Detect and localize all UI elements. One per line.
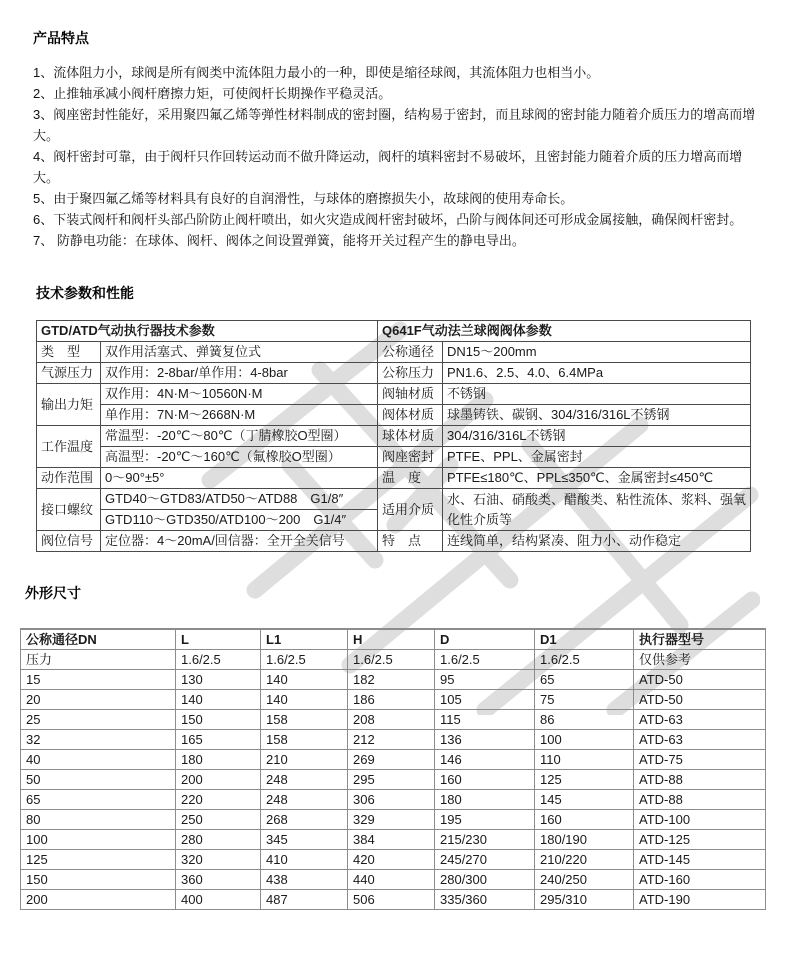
row-label: 阀位信号 (37, 531, 101, 552)
feature-item: 4、阀杆密封可靠，由于阀杆只作回转运动而不做升降运动，阀杆的填料密封不易破坏，且密封能力随着介质的压力增高而增大。 (33, 149, 743, 185)
table-cell: 100 (21, 830, 176, 850)
table-cell: 329 (348, 810, 435, 830)
table-cell: 110 (535, 750, 634, 770)
table-cell: 125 (21, 850, 176, 870)
dimensions-table-body (21, 650, 766, 910)
table-cell: PN1.6、2.5、4.0、6.4MPa (443, 363, 751, 384)
row-label: 公称通径 (378, 342, 443, 363)
dimensions-table-head (21, 629, 766, 650)
table-cell: 球墨铸铁、碳钢、304/316/316L不锈钢 (443, 405, 751, 426)
dims-heading: 外形尺寸 (25, 585, 81, 601)
table-cell: 165 (176, 730, 261, 750)
table-cell: 水、石油、硝酸类、醋酸类、粘性流体、浆料、强氧化性介质等 (443, 489, 751, 531)
table-cell: 248 (261, 770, 348, 790)
tech-params-table (36, 320, 751, 552)
table-cell: 420 (348, 850, 435, 870)
feature-item: 3、阀座密封性能好，采用聚四氟乙烯等弹性材料制成的密封圈，结构易于密封，而且球阀的密封能力随着介质压力的增高而增大。 (33, 107, 756, 143)
table-cell: 180/190 (535, 830, 634, 850)
table-cell: 158 (261, 730, 348, 750)
features-heading: 产品特点 (33, 30, 89, 46)
table-row (37, 363, 751, 384)
table-cell: 常温型：-20℃～80℃（丁腈橡胶O型圈） (101, 426, 378, 447)
column-header: D1 (535, 629, 634, 650)
table-cell: 50 (21, 770, 176, 790)
table-cell: ATD-88 (634, 790, 766, 810)
table-cell: 75 (535, 690, 634, 710)
table-cell: 146 (435, 750, 535, 770)
table-cell: 360 (176, 870, 261, 890)
feature-item: 2、止推轴承减小阀杆磨擦力矩，可使阀杆长期操作平稳灵活。 (33, 86, 392, 101)
table-row (37, 531, 751, 552)
table-cell: 105 (435, 690, 535, 710)
column-header: D (435, 629, 535, 650)
table-cell: DN15～200mm (443, 342, 751, 363)
row-label: 公称压力 (378, 363, 443, 384)
row-label: 阀座密封 (378, 447, 443, 468)
table-row (21, 710, 766, 730)
table-row (37, 447, 751, 468)
table-row (21, 850, 766, 870)
table-row (37, 489, 751, 510)
table-cell: 80 (21, 810, 176, 830)
tech-table-header-left: GTD/ATD气动执行器技术参数 (37, 321, 378, 342)
table-cell: 200 (176, 770, 261, 790)
table-cell: 384 (348, 830, 435, 850)
table-cell: ATD-100 (634, 810, 766, 830)
row-label: 特 点 (378, 531, 443, 552)
table-cell: 高温型：-20℃～160℃（氟橡胶O型圈） (101, 447, 378, 468)
table-cell: 160 (535, 810, 634, 830)
table-row (37, 321, 751, 342)
table-cell: 345 (261, 830, 348, 850)
tech-heading: 技术参数和性能 (36, 285, 134, 301)
table-cell: 208 (348, 710, 435, 730)
table-cell: 125 (535, 770, 634, 790)
table-cell: 248 (261, 790, 348, 810)
table-cell: 20 (21, 690, 176, 710)
table-cell: 304/316/316L不锈钢 (443, 426, 751, 447)
table-row (21, 750, 766, 770)
table-cell: 158 (261, 710, 348, 730)
table-row (37, 468, 751, 489)
table-cell: 连线简单，结构紧凑、阻力小、动作稳定 (443, 531, 751, 552)
table-cell: 487 (261, 890, 348, 910)
table-cell: ATD-88 (634, 770, 766, 790)
table-cell: 1.6/2.5 (348, 650, 435, 670)
table-cell: 1.6/2.5 (535, 650, 634, 670)
table-cell: 65 (21, 790, 176, 810)
table-cell: 0～90°±5° (101, 468, 378, 489)
table-cell: 150 (21, 870, 176, 890)
feature-item: 7、 防静电功能：在球体、阀杆、阀体之间设置弹簧，能将开关过程产生的静电导出。 (33, 233, 525, 248)
table-row (21, 690, 766, 710)
table-cell: 210/220 (535, 850, 634, 870)
table-cell: 295/310 (535, 890, 634, 910)
table-cell: 280/300 (435, 870, 535, 890)
features-list (33, 62, 763, 251)
table-cell: GTD40～GTD83/ATD50～ATD88 G1/8″ (101, 489, 378, 510)
table-cell: 269 (348, 750, 435, 770)
table-row (21, 830, 766, 850)
table-cell: 250 (176, 810, 261, 830)
table-cell: 95 (435, 670, 535, 690)
table-cell: 160 (435, 770, 535, 790)
table-cell: 195 (435, 810, 535, 830)
table-cell: 410 (261, 850, 348, 870)
table-row (37, 384, 751, 405)
table-cell: 220 (176, 790, 261, 810)
table-cell: 32 (21, 730, 176, 750)
column-header: L (176, 629, 261, 650)
table-row (21, 790, 766, 810)
table-cell: 180 (176, 750, 261, 770)
column-header: 执行器型号 (634, 629, 766, 650)
table-cell: 335/360 (435, 890, 535, 910)
table-row (37, 405, 751, 426)
table-cell: 268 (261, 810, 348, 830)
row-label: 动作范围 (37, 468, 101, 489)
table-row (21, 629, 766, 650)
table-cell: 200 (21, 890, 176, 910)
table-row (21, 890, 766, 910)
table-cell: 210 (261, 750, 348, 770)
table-cell: ATD-50 (634, 690, 766, 710)
table-cell: 212 (348, 730, 435, 750)
product-features-section (33, 28, 763, 251)
column-header: L1 (261, 629, 348, 650)
table-cell: 130 (176, 670, 261, 690)
table-cell: 100 (535, 730, 634, 750)
dimensions-section (25, 583, 81, 603)
table-cell: 40 (21, 750, 176, 770)
table-cell: 150 (176, 710, 261, 730)
row-label: 工作温度 (37, 426, 101, 468)
table-cell: 压力 (21, 650, 176, 670)
table-row (21, 730, 766, 750)
table-cell: 400 (176, 890, 261, 910)
tech-table-header-right: Q641F气动法兰球阀阀体参数 (378, 321, 751, 342)
row-label: 类 型 (37, 342, 101, 363)
table-cell: 506 (348, 890, 435, 910)
table-row (21, 870, 766, 890)
column-header: 公称通径DN (21, 629, 176, 650)
feature-item: 6、下装式阀杆和阀杆头部凸阶防止阀杆喷出，如火灾造成阀杆密封破坏，凸阶与阀体间还可形成金属接触，确保阀杆密封。 (33, 212, 743, 227)
column-header: H (348, 629, 435, 650)
row-label: 输出力矩 (37, 384, 101, 426)
table-cell: 295 (348, 770, 435, 790)
table-cell: 240/250 (535, 870, 634, 890)
table-cell: 86 (535, 710, 634, 730)
row-label: 温 度 (378, 468, 443, 489)
table-cell: ATD-63 (634, 730, 766, 750)
table-row (21, 650, 766, 670)
row-label: 阀轴材质 (378, 384, 443, 405)
table-cell: ATD-75 (634, 750, 766, 770)
table-cell: 186 (348, 690, 435, 710)
table-cell: ATD-63 (634, 710, 766, 730)
tech-params-section (36, 283, 134, 303)
table-cell: 1.6/2.5 (261, 650, 348, 670)
table-cell: 440 (348, 870, 435, 890)
table-cell: 65 (535, 670, 634, 690)
feature-item: 5、由于聚四氟乙烯等材料具有良好的自润滑性，与球体的磨擦损失小，故球阀的使用寿命长。 (33, 191, 574, 206)
table-cell: 320 (176, 850, 261, 870)
table-cell: 25 (21, 710, 176, 730)
table-cell: 15 (21, 670, 176, 690)
table-cell: ATD-190 (634, 890, 766, 910)
table-cell: 145 (535, 790, 634, 810)
row-label: 阀体材质 (378, 405, 443, 426)
table-cell: 单作用：7N·M～2668N·M (101, 405, 378, 426)
table-row (21, 670, 766, 690)
table-cell: ATD-160 (634, 870, 766, 890)
dimensions-table (20, 628, 766, 910)
row-label: 球体材质 (378, 426, 443, 447)
table-cell: PTFE≤180℃、PPL≤350℃、金属密封≤450℃ (443, 468, 751, 489)
table-cell: ATD-50 (634, 670, 766, 690)
table-cell: 245/270 (435, 850, 535, 870)
table-row (37, 426, 751, 447)
table-cell: 140 (261, 670, 348, 690)
table-cell: 115 (435, 710, 535, 730)
table-cell: 仅供参考 (634, 650, 766, 670)
table-cell: 不锈钢 (443, 384, 751, 405)
table-cell: 136 (435, 730, 535, 750)
row-label: 气源压力 (37, 363, 101, 384)
table-cell: 双作用活塞式、弹簧复位式 (101, 342, 378, 363)
row-label: 适用介质 (378, 489, 443, 531)
table-cell: 306 (348, 790, 435, 810)
table-cell: 140 (176, 690, 261, 710)
row-label: 接口螺纹 (37, 489, 101, 531)
table-cell: ATD-145 (634, 850, 766, 870)
table-cell: 180 (435, 790, 535, 810)
table-cell: ATD-125 (634, 830, 766, 850)
table-cell: GTD110～GTD350/ATD100～200 G1/4″ (101, 510, 378, 531)
table-cell: 140 (261, 690, 348, 710)
table-cell: 双作用：2-8bar/单作用：4-8bar (101, 363, 378, 384)
table-cell: 定位器：4～20mA/回信器：全开全关信号 (101, 531, 378, 552)
table-cell: PTFE、PPL、金属密封 (443, 447, 751, 468)
feature-item: 1、流体阻力小，球阀是所有阀类中流体阻力最小的一种，即使是缩径球阀，其流体阻力也相当小。 (33, 65, 600, 80)
table-cell: 182 (348, 670, 435, 690)
table-row (21, 810, 766, 830)
table-cell: 215/230 (435, 830, 535, 850)
table-cell: 1.6/2.5 (176, 650, 261, 670)
table-row (37, 342, 751, 363)
table-cell: 双作用：4N·M～10560N·M (101, 384, 378, 405)
table-cell: 438 (261, 870, 348, 890)
table-cell: 1.6/2.5 (435, 650, 535, 670)
table-row (21, 770, 766, 790)
table-cell: 280 (176, 830, 261, 850)
